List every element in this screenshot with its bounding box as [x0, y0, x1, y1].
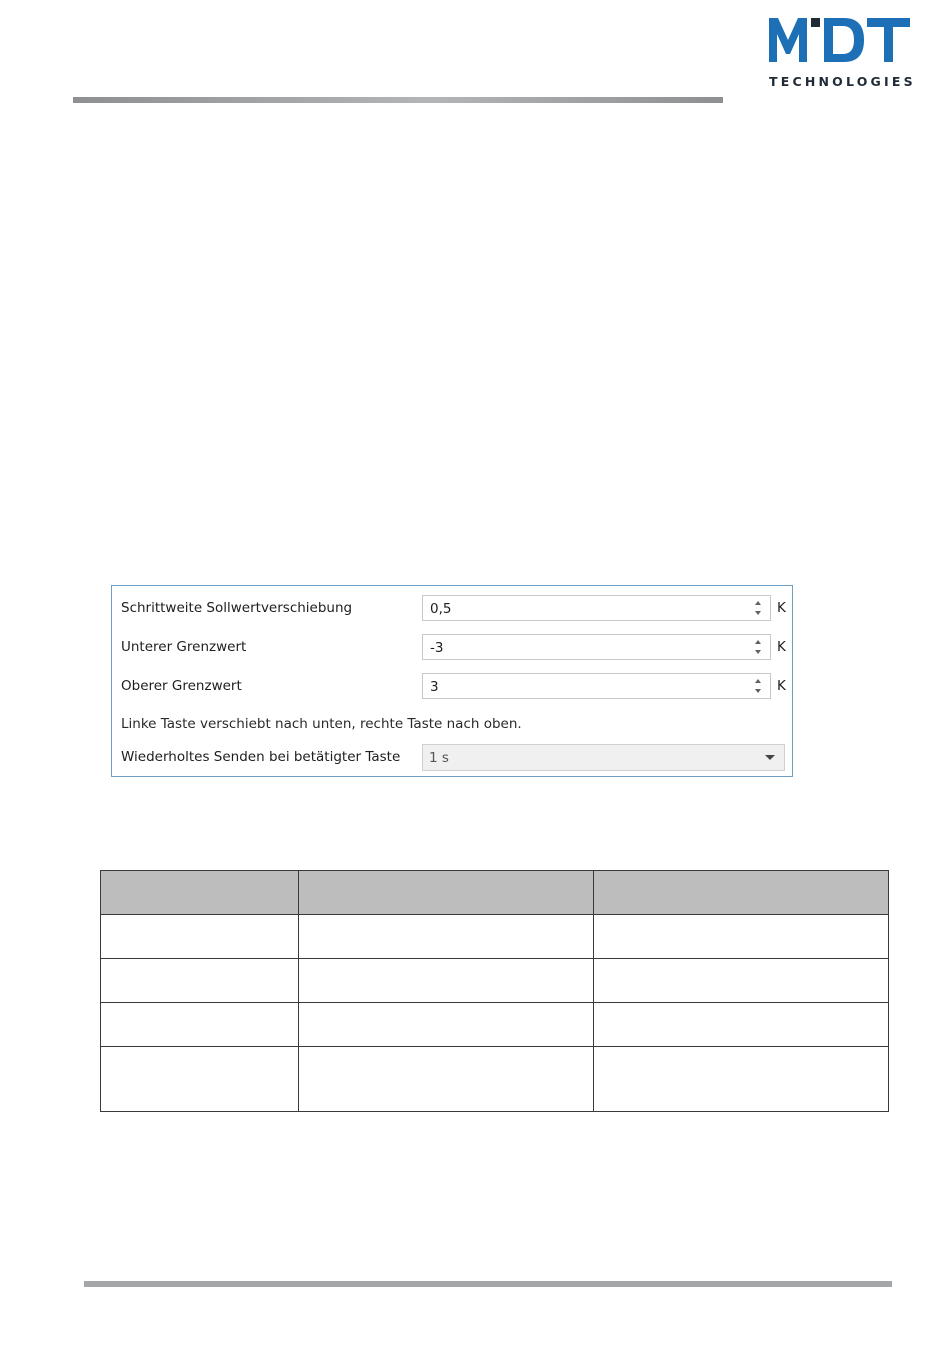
table-cell	[594, 915, 889, 959]
unit-label: K	[777, 639, 786, 655]
spinbox-value[interactable]: 0,5	[430, 601, 452, 617]
step-size-spinbox[interactable]	[422, 595, 771, 621]
footer-rule	[84, 1281, 892, 1287]
table-cell	[101, 1003, 299, 1047]
table-cell	[299, 1047, 594, 1112]
table-row	[101, 915, 889, 959]
param-row-lower-limit	[112, 634, 792, 662]
table-cell	[101, 915, 299, 959]
table-cell	[299, 915, 594, 959]
repeat-send-dropdown[interactable]	[422, 744, 785, 771]
object-table	[100, 870, 889, 1112]
table-cell	[101, 1047, 299, 1112]
mdt-logo-mark	[768, 16, 912, 66]
table-cell	[594, 959, 889, 1003]
repeat-send-label: Wiederholtes Senden bei betätigter Taste	[121, 749, 401, 765]
table-cell	[594, 1003, 889, 1047]
table-header-cell	[594, 871, 889, 915]
table-row	[101, 1003, 889, 1047]
spin-up-icon[interactable]	[755, 640, 761, 644]
unit-label: K	[777, 600, 786, 616]
param-label: Unterer Grenzwert	[121, 639, 247, 655]
logo-tagline: TECHNOLOGIES	[769, 74, 916, 89]
spinbox-arrows[interactable]	[754, 677, 764, 695]
table-cell	[299, 959, 594, 1003]
table-cell	[299, 1003, 594, 1047]
header-rule	[73, 97, 723, 103]
param-label: Oberer Grenzwert	[121, 678, 242, 694]
spin-down-icon[interactable]	[755, 689, 761, 693]
table-cell	[594, 1047, 889, 1112]
param-row-upper-limit	[112, 673, 792, 701]
table-header-row	[101, 871, 889, 915]
lower-limit-spinbox[interactable]	[422, 634, 771, 660]
param-label: Schrittweite Sollwertverschiebung	[121, 600, 353, 616]
spinbox-arrows[interactable]	[754, 599, 764, 617]
spinbox-value[interactable]: -3	[430, 640, 444, 656]
chevron-down-icon[interactable]	[765, 755, 775, 760]
table-row	[101, 959, 889, 1003]
dropdown-value[interactable]: 1 s	[429, 750, 449, 766]
table-header-cell	[299, 871, 594, 915]
param-row-step	[112, 595, 792, 623]
spin-up-icon[interactable]	[755, 601, 761, 605]
upper-limit-spinbox[interactable]	[422, 673, 771, 699]
spin-up-icon[interactable]	[755, 679, 761, 683]
param-info-text: Linke Taste verschiebt nach unten, rechte Taste nach oben.	[121, 716, 522, 732]
table-cell	[101, 959, 299, 1003]
spin-down-icon[interactable]	[755, 611, 761, 615]
spinbox-value[interactable]: 3	[430, 679, 439, 695]
unit-label: K	[777, 678, 786, 694]
table-header-cell	[101, 871, 299, 915]
spin-down-icon[interactable]	[755, 650, 761, 654]
mdt-logo	[768, 16, 916, 92]
table-row	[101, 1047, 889, 1112]
parameter-panel	[111, 585, 793, 777]
spinbox-arrows[interactable]	[754, 638, 764, 656]
